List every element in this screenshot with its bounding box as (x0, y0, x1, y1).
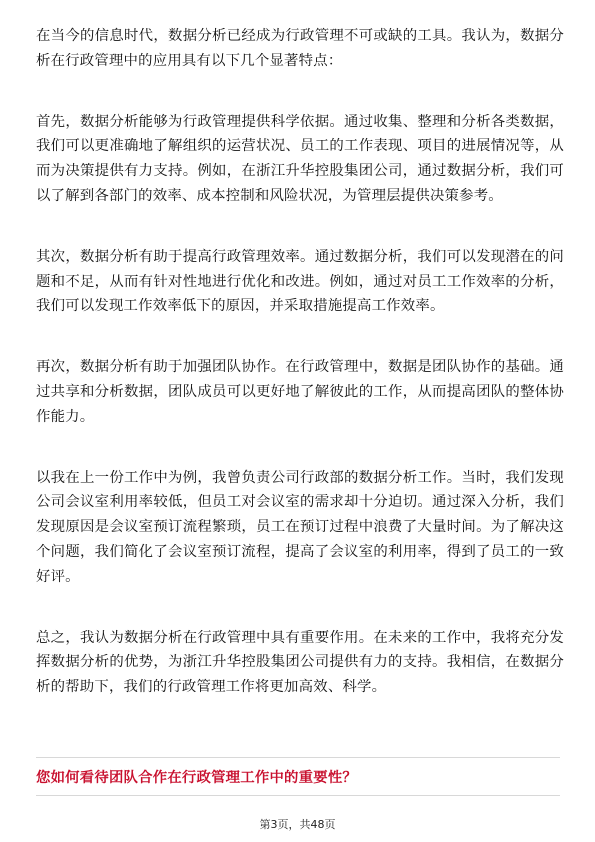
paragraph-conclusion: 总之，我认为数据分析在行政管理中具有重要作用。在未来的工作中，我将充分发挥数据分析的优势，为浙江升华控股集团公司提供有力的支持。我相信，在数据分析的帮助下，我们的行政管理工作将更加高效、科学。 (36, 629, 564, 696)
document-body (36, 24, 564, 736)
question-top-divider (36, 757, 560, 758)
paragraph-intro: 在当今的信息时代，数据分析已经成为行政管理不可或缺的工具。我认为，数据分析在行政管理中的应用具有以下几个显著特点： (36, 28, 564, 69)
page-number-footer: 第3页，共48页 (259, 818, 336, 831)
question-bottom-divider (36, 795, 560, 796)
paragraph-third-point: 再次，数据分析有助于加强团队协作。在行政管理中，数据是团队协作的基础。通过共享和分析数据，团队成员可以更好地了解彼此的工作，从而提高团队的整体协作能力。 (36, 359, 564, 425)
paragraph-example: 以我在上一份工作中为例，我曾负责公司行政部的数据分析工作。当时，我们发现公司会议室利用率较低，但员工对会议室的需求却十分迫切。通过深入分析，我们发现原因是会议室预订流程繁琐，员工在预订过程中浪费了大量时间。为了解决这个问题，我们简化了会议室预订流程，提高了会议室的利用率，得到了员工的一致好评。 (36, 469, 564, 585)
paragraph-first-point: 首先，数据分析能够为行政管理提供科学依据。通过收集、整理和分析各类数据，我们可以更准确地了解组织的运营状况、员工的工作表现、项目的进展情况等，从而为决策提供有力支持。例如，在浙江升华控股集团公司，通过数据分析，我们可以了解到各部门的效率、成本控制和风险状况，为管理层提供决策参考。 (36, 113, 564, 204)
next-question-heading: 您如何看待团队合作在行政管理工作中的重要性？ (36, 770, 357, 786)
paragraph-second-point: 其次，数据分析有助于提高行政管理效率。通过数据分析，我们可以发现潜在的问题和不足，从而有针对性地进行优化和改进。例如，通过对员工工作效率的分析，我们可以发现工作效率低下的原因，并采取措施提高工作效率。 (36, 248, 564, 315)
